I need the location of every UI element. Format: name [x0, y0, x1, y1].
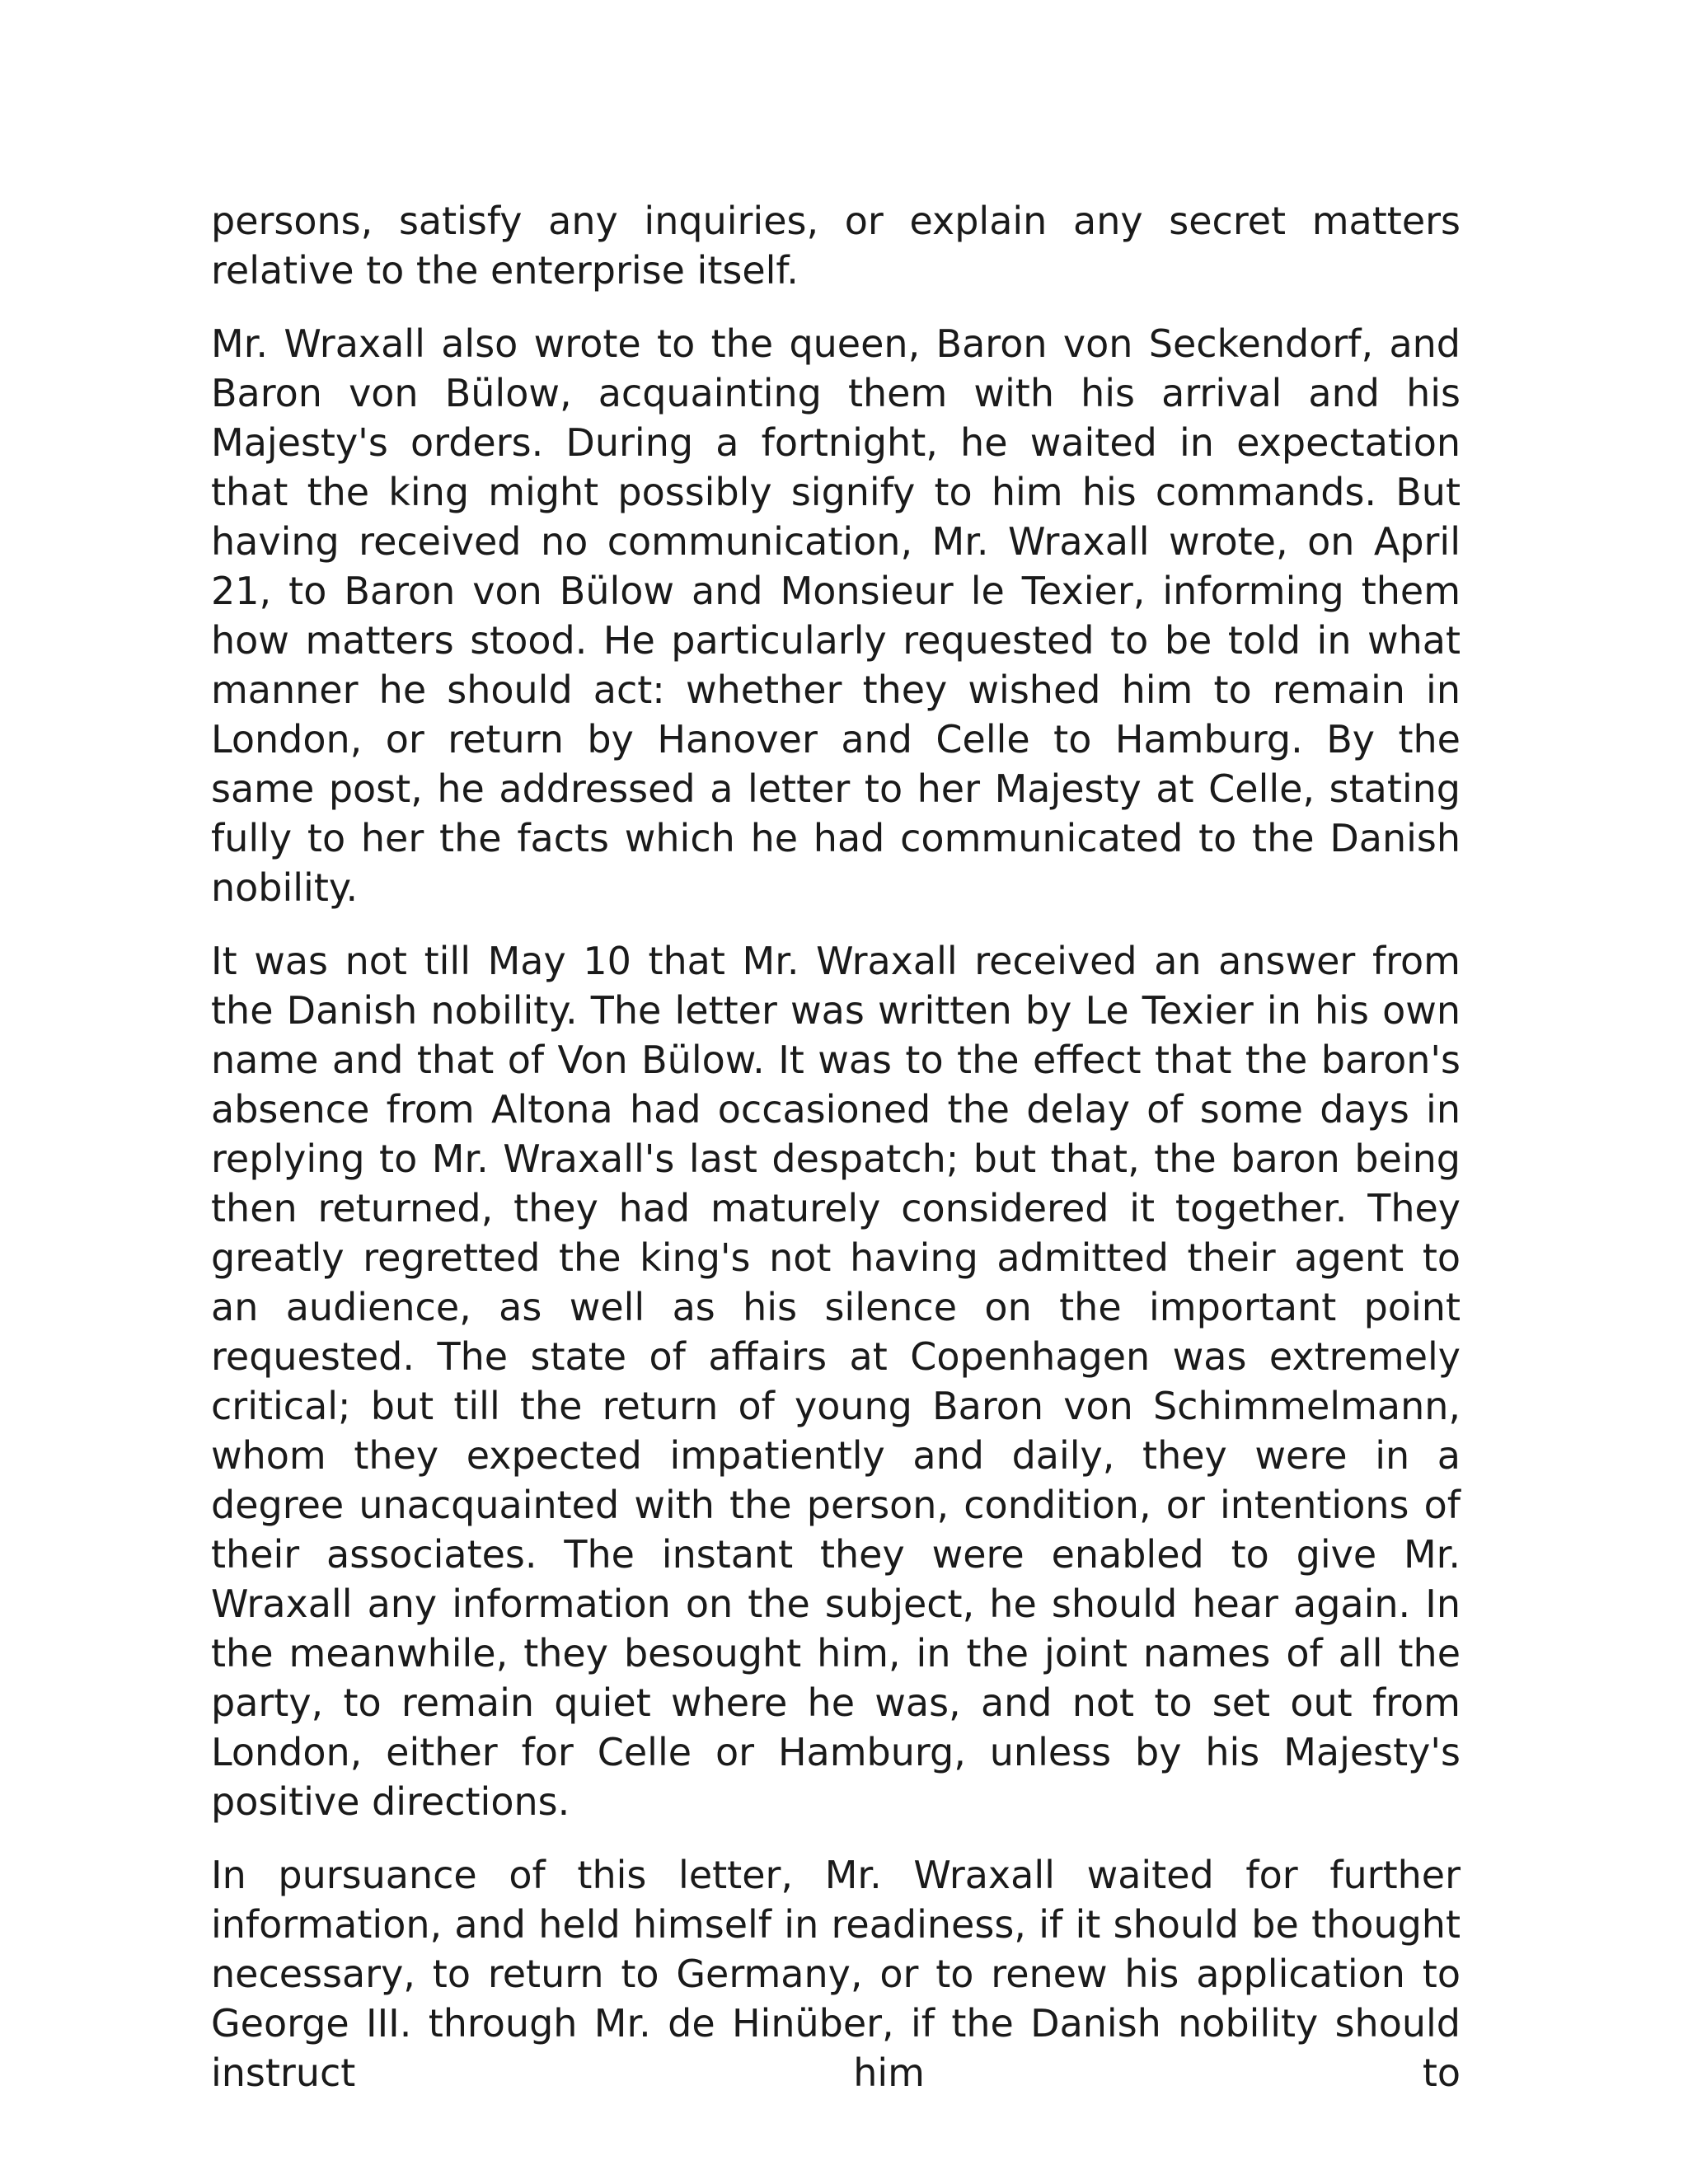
paragraph-1: persons, satisfy any inquiries, or explain any secret matters relative to the enterprise itself. [211, 199, 1461, 293]
paragraph-3: It was not till May 10 that Mr. Wraxall received an answer from the Danish nobility. The letter was written by Le Texier in his own name and that of Von Bülow. It was to the effect that the baron's absence from Altona had occasioned the delay of some days in replying to Mr. Wraxall's last despatch; but that, the baron being then returned, they had maturely considered it together. They greatly regretted the king's not having admitted their agent to an audience, as well as his silence on the important point requested. The state of affairs at Copenhagen was extremely critical; but till the return of young Baron von Schimmelmann, whom they expected impatiently and daily, they were in a degree unacquainted with the person, condition, or intentions of their associates. The instant they were enabled to give Mr. Wraxall any information on the subject, he should hear again. In the meanwhile, they besought him, in the joint names of all the party, to remain quiet where he was, and not to set out from London, either for Celle or Hamburg, unless by his Majesty's positive directions. [211, 939, 1461, 1824]
paragraph-4: In pursuance of this letter, Mr. Wraxall waited for further information, and held himself in readiness, if it should be thought necessary, to return to Germany, or to renew his application to George III. through Mr. de Hinüber, if the Danish nobility should instruct him to [211, 1853, 1461, 2095]
body-text [211, 196, 1461, 2097]
paragraph-2: Mr. Wraxall also wrote to the queen, Baron von Seckendorf, and Baron von Bülow, acquainting them with his arrival and his Majesty's orders. During a fortnight, he waited in expectation that the king might possibly signify to him his commands. But having received no communication, Mr. Wraxall wrote, on April 21, to Baron von Bülow and Monsieur le Texier, informing them how matters stood. He particularly requested to be told in what manner he should act: whether they wished him to remain in London, or return by Hanover and Celle to Hamburg. By the same post, he addressed a letter to her Majesty at Celle, stating fully to her the facts which he had communicated to the Danish nobility. [211, 321, 1461, 910]
